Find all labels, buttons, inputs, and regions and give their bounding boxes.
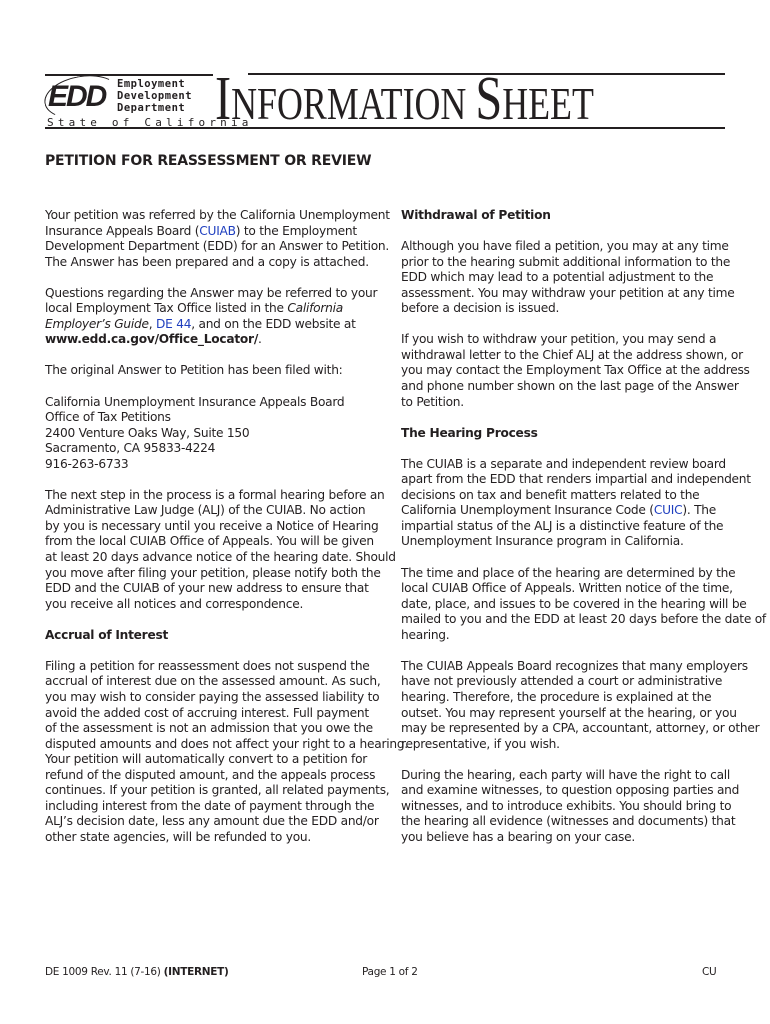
text-segment: and examine witnesses, to question opposing parties and [401,783,740,798]
logo-state: State of California [47,116,253,129]
text-line [401,347,743,364]
text-segment: . [258,332,262,347]
text-segment: have not previously attended a court or administrative [401,674,723,689]
title-part: S [475,65,503,133]
text-segment: the hearing all evidence (witnesses and documents) that [401,814,736,829]
text-segment: The Answer has been prepared and a copy is attached. [45,254,369,269]
text-line [45,426,385,442]
text-line [401,426,731,442]
text-line [401,565,736,582]
form-id: DE 1009 Rev. 11 (7-16) [45,966,164,978]
text-segment: you may wish to consider paying the assessed liability to [45,689,380,704]
text-segment: Development Department (EDD) for an Answer to Petition. [45,239,390,254]
paragraph [45,286,385,348]
edd-logo: EDD [48,80,106,113]
inline-link[interactable]: CUIAB [199,223,236,238]
document-title: PETITION FOR REASSESSMENT OR REVIEW [45,153,372,169]
text-line [401,768,731,784]
text-segment: Filing a petition for reassessment does not suspend the [45,658,370,673]
inline-link[interactable]: DE 44 [156,316,192,331]
text-segment: Employer’s Guide [45,316,149,331]
text-line [45,550,396,566]
text-segment: representative, if you wish. [401,736,560,751]
paragraph [401,208,731,224]
text-line [401,395,731,411]
page-number: Page 1 of 2 [362,966,418,978]
text-segment: accrual of interest due on the assessed amount. As such, [45,674,381,689]
text-line [45,224,385,240]
text-line [45,488,385,504]
text-line [401,783,740,799]
text-line [45,628,385,644]
text-segment: decisions on tax and benefit matters related to the [401,487,700,502]
text-line [401,457,731,473]
text-line [45,441,385,457]
paragraph [45,363,385,379]
text-line [45,799,385,815]
text-segment: refund of the disputed amount, and the appeals process [45,767,376,782]
text-line [401,379,739,395]
text-line [401,472,751,488]
text-segment: EDD which may lead to a potential adjustment to the [401,270,714,285]
text-segment: The CUIAB Appeals Board recognizes that many employers [401,658,748,673]
text-segment: you believe has a bearing on your case. [401,829,636,844]
text-segment: Unemployment Insurance program in California. [401,534,684,549]
text-line [401,239,731,255]
text-line [45,317,385,333]
text-line [401,255,731,271]
logo-word: Department [117,102,186,114]
title-part: I [215,65,232,133]
text-line [401,534,731,550]
text-segment: During the hearing, each party will have the right to call [401,767,731,782]
text-segment: date, place, and issues to be covered in the hearing will be [401,596,747,611]
text-line [401,705,737,722]
text-segment: to Petition. [401,394,464,409]
text-line [401,830,731,846]
text-line [401,519,731,535]
text-segment: Questions regarding the Answer may be referred to your [45,285,378,300]
text-segment: local Employment Tax Office listed in the [45,301,288,316]
text-segment: before a decision is issued. [401,301,560,316]
text-line [401,721,760,737]
text-line [45,534,385,550]
paragraph [401,239,735,317]
paragraph [401,456,751,550]
text-line [45,457,385,473]
logo-word: Development [117,90,193,102]
paragraph [401,426,731,442]
text-line [401,674,731,690]
paragraph [401,658,760,752]
text-line [45,659,385,675]
text-segment: Your petition was referred by the California Unemployment [45,208,390,222]
text-line [401,814,736,830]
text-line [45,597,385,613]
text-line [401,581,731,597]
text-line [45,286,385,302]
form-code: CU [702,966,717,978]
text-segment: Administrative Law Judge (ALJ) of the CUIAB. No action [45,503,366,518]
text-line [401,737,731,753]
left-column [45,208,408,861]
text-line [45,706,385,722]
text-segment: hearing. [401,627,450,642]
text-line [45,332,385,348]
paragraph [401,767,740,846]
text-segment: , and on the EDD website at [191,316,356,331]
text-segment: you move after filing your petition, please notify both the [45,565,381,580]
text-line [45,783,390,799]
paragraph [401,565,766,644]
text-segment: you may contact the Employment Tax Office at the address [401,363,750,378]
edd-logo-words [117,78,192,114]
text-line [45,410,385,426]
text-line [401,690,731,706]
text-segment: 916-263-6733 [45,456,129,471]
text-line [45,721,385,737]
text-segment: you receive all notices and correspondence. [45,596,304,611]
text-line [45,519,385,535]
text-segment: by you is necessary until you receive a Notice of Hearing [45,518,379,533]
text-line [45,581,385,597]
paragraph [45,628,385,644]
text-line [401,799,731,815]
text-segment: local CUIAB Office of Appeals. Written notice of the time, [401,581,733,596]
text-line [45,255,385,271]
text-segment: including interest from the date of payment through the [45,798,375,813]
text-segment: hearing. Therefore, the procedure is explained at the [401,689,712,704]
text-line [401,596,747,613]
text-segment: witnesses, and to introduce exhibits. You should bring to [401,798,732,813]
text-segment: The time and place of the hearing are determined by the [401,565,736,580]
text-line [45,830,385,846]
text-segment: EDD and the CUIAB of your new address to ensure that [45,581,369,596]
text-segment: Although you have filed a petition, you may at any time [401,239,729,254]
paragraph [45,208,390,270]
text-line [45,395,385,411]
text-line [45,566,385,582]
text-segment: Insurance Appeals Board ( [45,223,200,238]
text-line [45,814,385,830]
text-segment: Office of Tax Petitions [45,410,171,425]
text-line [401,658,748,675]
text-line [45,301,385,317]
logo-word: Employment [117,78,186,90]
text-segment: California Unemployment Insurance Appeals Board [45,394,345,409]
text-segment: Accrual of Interest [45,627,169,642]
text-line [45,736,408,753]
text-segment: 2400 Venture Oaks Way, Suite 150 [45,425,250,440]
text-segment: , [148,316,157,331]
header-rule-top-left [45,74,213,76]
text-segment: disputed amounts and does not affect your right to a hearing. [45,736,408,751]
text-segment: avoid the added cost of accruing interest. Full payment [45,705,369,720]
text-line [401,301,731,317]
text-segment: Sacramento, CA 95833-4224 [45,441,216,456]
text-segment: from the local CUIAB Office of Appeals. You will be given [45,534,374,549]
paragraph [45,658,408,846]
text-segment: Withdrawal of Petition [401,208,551,222]
text-segment: apart from the EDD that renders impartial and independent [401,472,751,487]
text-segment: Your petition will automatically convert to a petition for [45,752,368,767]
text-segment: The Hearing Process [401,425,538,440]
text-segment: ). The [682,503,717,518]
text-line [45,674,385,690]
form-edition: (INTERNET) [163,966,229,978]
text-line [401,503,731,519]
text-segment: of the assessment is not an admission that you owe the [45,721,373,736]
inline-link[interactable]: CUIC [653,503,683,518]
text-line [401,208,731,224]
text-line [45,208,390,224]
text-segment: If you wish to withdraw your petition, you may send a [401,332,717,347]
text-line [45,690,385,706]
text-segment: The next step in the process is a formal hearing before an [45,487,385,502]
text-segment: may be represented by a CPA, accountant, attorney, or other [401,721,760,736]
form-number [45,966,228,978]
right-column [401,208,766,861]
text-segment: assessment. You may withdraw your petition at any time [401,285,735,300]
text-line [401,488,731,504]
text-segment: outset. You may represent yourself at the hearing, or you [401,705,737,720]
text-line [401,628,731,644]
text-segment: www.edd.ca.gov/Office_Locator/ [45,332,259,347]
text-line [401,270,731,286]
text-segment: continues. If your petition is granted, all related payments, [45,783,390,798]
text-line [45,503,385,519]
text-segment: California [287,301,343,316]
text-segment: at least 20 days advance notice of the hearing date. Should [45,550,396,565]
paragraph [45,487,396,612]
text-segment: The original Answer to Petition has been filed with: [45,363,343,378]
text-line [45,239,390,255]
text-segment: prior to the hearing submit additional information to the [401,254,731,269]
paragraph [45,395,385,473]
text-segment: other state agencies, will be refunded to you. [45,829,312,844]
information-sheet-title [215,65,594,133]
text-line [45,363,385,379]
text-line [401,363,750,379]
text-segment: withdrawal letter to the Chief ALJ at the address shown, or [401,347,743,362]
text-segment: mailed to you and the EDD at least 20 days before the date of [401,612,766,627]
text-segment: ) to the Employment [235,223,357,238]
text-line [45,768,385,784]
title-part: HEET [502,78,594,129]
text-segment: ALJ’s decision date, less any amount due the EDD and/or [45,814,379,829]
text-segment: impartial status of the ALJ is a distinctive feature of the [401,518,724,533]
text-line [45,752,385,768]
text-line [401,285,735,302]
title-part: NFORMATION [231,78,476,129]
text-segment: California Unemployment Insurance Code ( [401,503,654,518]
text-line [401,332,731,348]
text-segment: and phone number shown on the last page of the Answer [401,379,739,394]
text-segment: The CUIAB is a separate and independent review board [401,456,726,471]
text-line [401,612,766,628]
paragraph [401,332,750,410]
